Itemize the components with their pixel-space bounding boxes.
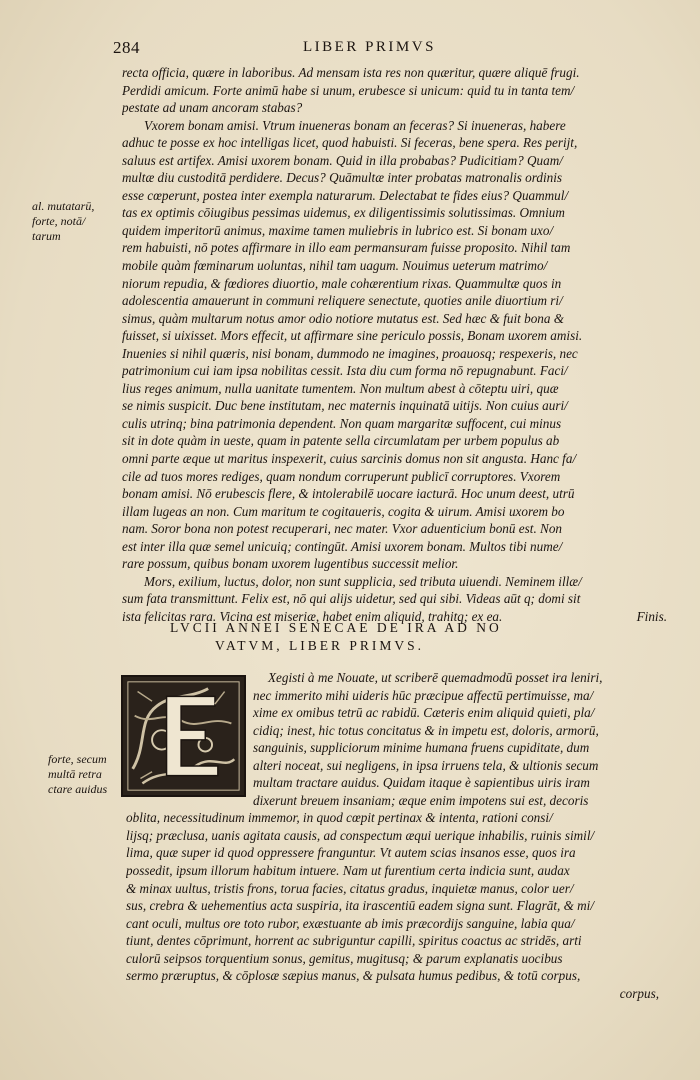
section-title-line: LVCII ANNEI SENECAE DE IRA AD NO bbox=[170, 620, 502, 635]
text-line: illam lugeas an non. Cum maritum te cogitaueris, cogita & uirum. Amisi uxorem bo bbox=[122, 503, 565, 519]
text-line: dixerunt breuem insaniam; æque enim impotens sui est, decoris bbox=[253, 792, 589, 808]
marginal-line: al. mutatarū, bbox=[32, 199, 95, 213]
text-line: omni parte æque ut maritus inspexerit, cuius sarcinis domus non sit angusta. Hanc fa/ bbox=[122, 451, 577, 467]
text-line: & minax uultus, tristis frons, torua facies, citatus gradus, inquietæ manus, color uer/ bbox=[126, 880, 574, 896]
text-line: rem habuisti, nō potes affirmare in illo eam permansuram fuisse proposito. Nihil tam bbox=[122, 240, 571, 256]
text-line: Mors, exilium, luctus, dolor, non sunt supplicia, sed tributa uiuendi. Neminem illæ/ bbox=[144, 573, 582, 589]
text-line: cile ad tuos mores rediges, quam nondum corruperunt publicī corruptores. Vxorem bbox=[122, 468, 561, 484]
text-line: multam tractare auidus. Quidam itaque è sapientibus uiris iram bbox=[253, 775, 590, 791]
text-line: sit in dote quàm in ueste, quam in patente sella circumlatam per urbem populus ab bbox=[122, 433, 560, 449]
text-line: lima, quæ super id quod oppressere franguntur. Vt autem scias insanos esse, quos ira bbox=[126, 845, 576, 861]
text-line: adhuc te posse ex hoc intelligas licet, quod habuisti. Si feceras, bene spera. Res perijt, bbox=[122, 135, 578, 151]
section-title bbox=[170, 619, 670, 655]
text-line: simus, quàm multarum notus amor odio notiore mutatus est. Sed hæc & fuit bona & bbox=[122, 310, 565, 326]
text-line: Perdidi amicum. Forte animū habe si unum, erubesce si unicum: quid tu in tanta tem/ bbox=[122, 82, 575, 98]
text-line: tiunt, dentes cōprimunt, horrent ac subriguntur capilli, spiritus coactus ac stridēs, arti bbox=[126, 933, 582, 949]
folio-number: 284 bbox=[113, 38, 140, 57]
text-line: tas ex optimis cōiugibus pessimas uidemus, ex diligentissimis solutissimas. Omnium bbox=[122, 205, 565, 221]
text-line: sum fata transmittunt. Felix est, nō qui alijs uidetur, sed qui sibi. Videas aūt q; domi sit bbox=[122, 591, 581, 607]
text-line: esse cœperunt, postea inter exempla naturarum. Delectabat te fides eius? Quammul/ bbox=[122, 187, 569, 203]
text-line: alteri noceat, sui negligens, in ipsa irruens tela, & ultionis secum bbox=[253, 757, 599, 773]
consolatio-text-block bbox=[122, 64, 667, 626]
text-line: niorum repudia, & fœdiores diuortio, male cohærentium rixas. Quammultæ quos in bbox=[122, 275, 562, 291]
text-line: xime ex omibus tetrū ac rabidū. Cæteris enim aliquid quieti, pla/ bbox=[253, 705, 595, 721]
marginal-line: multā retra bbox=[48, 766, 102, 781]
marginal-line: tarum bbox=[32, 228, 61, 243]
text-line: patrimonium cui iam ipsa nobilitas cessit. Ista diu cum forma nō repugnabunt. Faci/ bbox=[122, 363, 568, 379]
text-line: pestate ad unam ancoram stabas? bbox=[122, 100, 303, 116]
text-line: rare possum, quibus bonam uxorem lugentibus successit melior. bbox=[122, 556, 459, 572]
text-line: mobile quàm fœminarum uoluntas, nihil tam uagum. Nouimus ueterum matrimo/ bbox=[122, 258, 548, 274]
de-ira-text-block bbox=[126, 669, 671, 1002]
text-line: Vxorem bonam amisi. Vtrum inueneras bonam an feceras? Si inueneras, habere bbox=[144, 117, 566, 133]
page-header bbox=[113, 38, 673, 64]
text-line: Inuenies si nihil quæris, nisi bonam, dummodo ne imagines, proauosq; respexeris, nec bbox=[122, 345, 578, 361]
text-line: lijsq; præclusa, uanis agitata causis, ad conspectum æqui uerique inhabilis, ruinis simil/ bbox=[126, 827, 595, 843]
text-line: nec immerito mihi uideris hūc præcipue affectū pertimuisse, ma/ bbox=[253, 687, 594, 703]
marginal-line: ctare auidus bbox=[48, 781, 108, 796]
text-line: saluus est artifex. Amisi uxorem bonam. Quid in illa probabas? Pudicitiam? Quam/ bbox=[122, 152, 563, 168]
text-line: possedit, ipsum illorum habitum intuere. Nam ut furentium certa indicia sunt, audax bbox=[126, 863, 570, 879]
text-line: se nimis suspicit. Duc bene institutam, nec maternis inquinatā uitijs. Non cuius auri/ bbox=[122, 398, 568, 414]
text-line: lius reges animum, nulla uanitate tumentem. Non multum abest à cōteptu uiri, quæ bbox=[122, 380, 559, 396]
text-line-content: ista felicitas rara. Vicina est miseriæ, habet enim aliquid, trahitq; ex ea. bbox=[122, 608, 503, 624]
section-title-line: VATVM, LIBER PRIMVS. bbox=[215, 638, 425, 653]
marginal-line: forte, notā/ bbox=[32, 213, 86, 228]
text-line: quidem imperitorū animus, maxime tamen muliebris in lubrico est. Si bonam uxo/ bbox=[122, 222, 554, 238]
text-line: cant oculi, multus ore toto rubor, exæstuante ab imis præcordijs sanguine, labia qua/ bbox=[126, 915, 575, 931]
text-line: culorū seipsos torquentium sonus, gemitus, mugitusq; & parum explanatis uocibus bbox=[126, 950, 563, 966]
text-line: sanguinis, suppliciorum minime humana fruens cupiditate, dum bbox=[253, 740, 590, 756]
finis-label: Finis. bbox=[636, 608, 667, 624]
text-line: est inter illa quæ semel unicuiq; contingūt. Amisi uxorem bonam. Multos tibi nume/ bbox=[122, 538, 563, 554]
text-line: recta officia, quære in laboribus. Ad mensam ista res non quæritur, quære aliquē frugi. bbox=[122, 65, 580, 80]
text-line: sermo præruptus, & cōplosæ sæpius manus, & pulsata humus pedibus, & totū corpus, bbox=[126, 968, 581, 984]
running-title: LIBER PRIMVS bbox=[303, 39, 436, 55]
text-line: oblita, necessitudinum immemor, in quod cœpit pertinax & intenta, rationi consi/ bbox=[126, 810, 553, 826]
marginal-note-1 bbox=[32, 199, 94, 243]
text-line: Xegisti à me Nouate, ut scriberē quemadmodū posset ira leniri, bbox=[268, 670, 603, 685]
text-line: nam. Soror bona non potest recuperari, nec mater. Vxor aduenticium bonū est. Non bbox=[122, 521, 563, 537]
text-line: bonam amisi. Nō erubescis flere, & intolerabilē uocare iacturā. Hoc unum deest, utrū bbox=[122, 486, 575, 502]
marginal-line: forte, secum bbox=[48, 752, 107, 766]
catchword: corpus, bbox=[619, 985, 659, 1001]
text-line: adolescentia amauerunt in communi reliquere senectute, quoties anile diuortium ri/ bbox=[122, 293, 563, 309]
text-line: multæ diu custoditā perdidere. Decus? Quāmultæ inter probatas matronalis ordinis bbox=[122, 170, 563, 186]
marginal-note-2 bbox=[48, 752, 107, 796]
text-line: fuisset, si uixisset. Mors effecit, ut affirmare sine periculo possis, Bonam uxorem amisi. bbox=[122, 328, 583, 344]
text-line: sus, crebra & uehementius acta suspiria, ita irascentiū eadem signa sunt. Flagrāt, & mi/ bbox=[126, 898, 595, 914]
text-line: cidiq; inest, hic totus concitatus & in impetu est, doloris, armorū, bbox=[253, 722, 599, 738]
text-line: culis utrinq; bina patrimonia dependent. Non quam margaritæ suffocent, cui minus bbox=[122, 415, 562, 431]
